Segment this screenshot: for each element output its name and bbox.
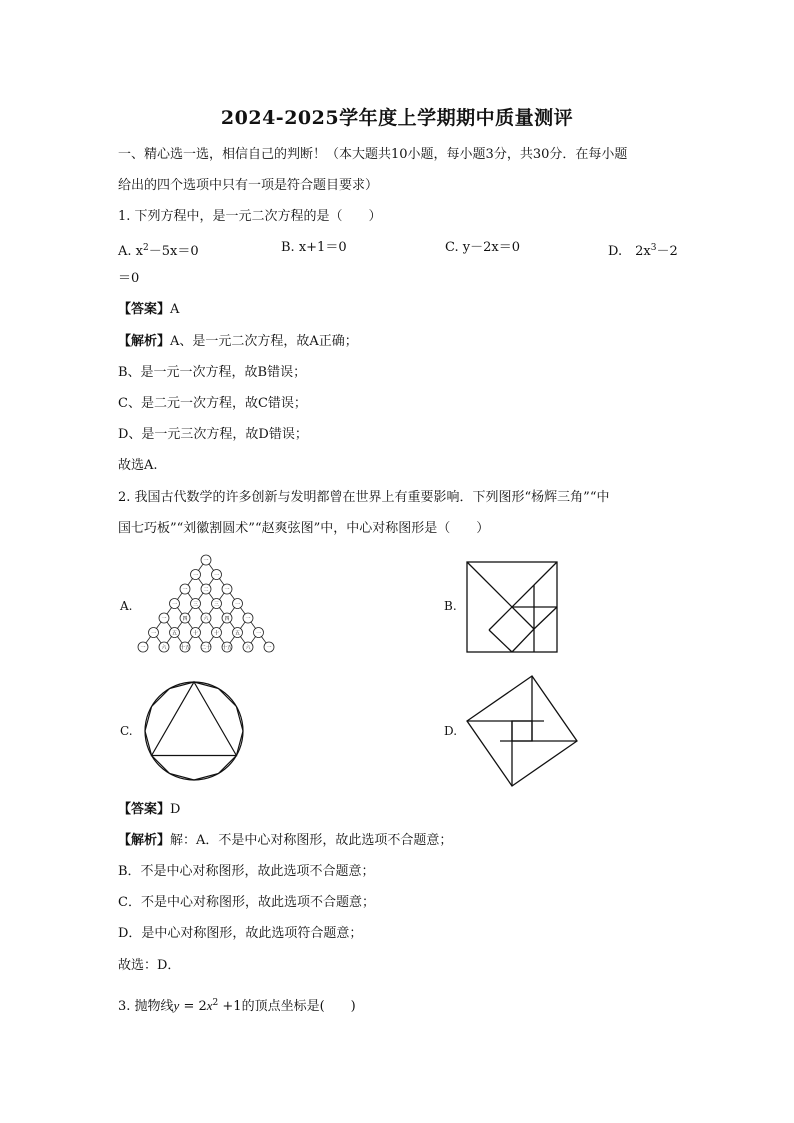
tangram-figure	[465, 560, 559, 654]
q1-option-d: D. $2x^3-2$	[608, 243, 678, 259]
q1-option-c: C. y－2x＝0	[445, 240, 520, 255]
triangle-node-label: 十	[192, 630, 199, 637]
q1-answer: 【答案】A	[118, 302, 180, 317]
triangle-node-label: 三	[213, 601, 220, 608]
triangle-node-label: 一	[234, 601, 241, 608]
triangle-node-label: 四	[182, 616, 188, 623]
triangle-node-label: 二	[203, 587, 209, 594]
q2-option-b-label: B.	[444, 599, 457, 613]
triangle-node-label: 六	[245, 645, 251, 652]
q1-option-b: B. x+1＝0	[281, 240, 347, 255]
triangle-node-label: 十五	[179, 645, 191, 652]
q2-analysis-line: C．不是中心对称图形，故此选项不合题意；	[118, 895, 375, 910]
triangle-node-label: 一	[171, 601, 178, 608]
q1-analysis-line: 【解析】A、是一元二次方程，故A正确；	[118, 334, 358, 349]
q3-stem: 3. 抛物线$y = 2x^2 +1$的顶点坐标是( )	[118, 998, 356, 1014]
triangle-node-label: 十五	[221, 645, 233, 652]
triangle-node-label: 十	[213, 630, 220, 637]
q1-option-d-wrap: ＝0	[118, 271, 140, 286]
section-instruction-line2: 给出的四个选项中只有一项是符合题目要求）	[118, 178, 379, 193]
liuhui-circle-figure	[142, 679, 246, 783]
q2-option-c-label: C.	[120, 724, 133, 738]
q2-stem-line1: 2. 我国古代数学的许多创新与发明都曾在世界上有重要影响．下列图形“杨辉三角”“中	[118, 490, 610, 505]
q1-analysis-line: 故选A.	[118, 458, 158, 473]
triangle-node-label: 六	[161, 645, 167, 652]
triangle-node-label: 一	[140, 645, 146, 652]
triangle-node-label: 一	[203, 558, 209, 565]
triangle-node-label: 一	[213, 572, 220, 579]
triangle-node-label: 一	[255, 630, 262, 637]
triangle-node-label: 一	[192, 572, 199, 579]
q2-answer: 【答案】D	[118, 802, 181, 817]
q2-analysis-line: B．不是中心对称图形，故此选项不合题意；	[118, 864, 375, 879]
triangle-node-label: 六	[203, 616, 209, 623]
triangle-node-label: 五	[171, 630, 178, 637]
triangle-node-label: 一	[161, 616, 167, 623]
q1-stem: 1. 下列方程中，是一元二次方程的是（ ）	[118, 209, 382, 224]
page-title: 2024-2025学年度上学期期中质量测评	[220, 107, 574, 129]
q2-analysis-line: D．是中心对称图形，故此选项符合题意；	[118, 926, 363, 941]
q2-option-a-label: A.	[120, 599, 133, 613]
q1-analysis-line: D、是一元三次方程，故D错误；	[118, 427, 308, 442]
q1-option-a: A. $x^2-5x=0$	[118, 243, 199, 259]
triangle-node-label: 三	[192, 601, 199, 608]
triangle-node-label: 一	[150, 630, 157, 637]
section-instruction-line1: 一、精心选一选，相信自己的判断！（本大题共10小题，每小题3分，共30分．在每小题	[118, 147, 628, 162]
triangle-node-label: 一	[245, 616, 251, 623]
q1-analysis-line: B、是一元一次方程，故B错误；	[118, 365, 307, 380]
triangle-node-label: 一	[266, 645, 272, 652]
triangle-node-label: 二十	[200, 645, 212, 652]
triangle-node-label: 五	[234, 630, 241, 637]
q2-analysis-line: 故选：D．	[118, 958, 181, 973]
q1-analysis-line: C、是二元一次方程，故C错误；	[118, 396, 307, 411]
q2-option-d-label: D.	[444, 724, 458, 738]
q2-stem-line2: 国七巧板”“刘徽割圆术”“赵爽弦图”中，中心对称图形是（ ）	[118, 521, 490, 536]
yanghui-triangle-figure	[136, 552, 286, 662]
triangle-node-label: 四	[224, 616, 230, 623]
triangle-node-label: 一	[224, 587, 230, 594]
q2-analysis-line: 【解析】解：A．不是中心对称图形，故此选项不合题意；	[118, 833, 453, 848]
triangle-node-label: 一	[182, 587, 188, 594]
zhaoshuang-string-figure	[465, 674, 579, 788]
